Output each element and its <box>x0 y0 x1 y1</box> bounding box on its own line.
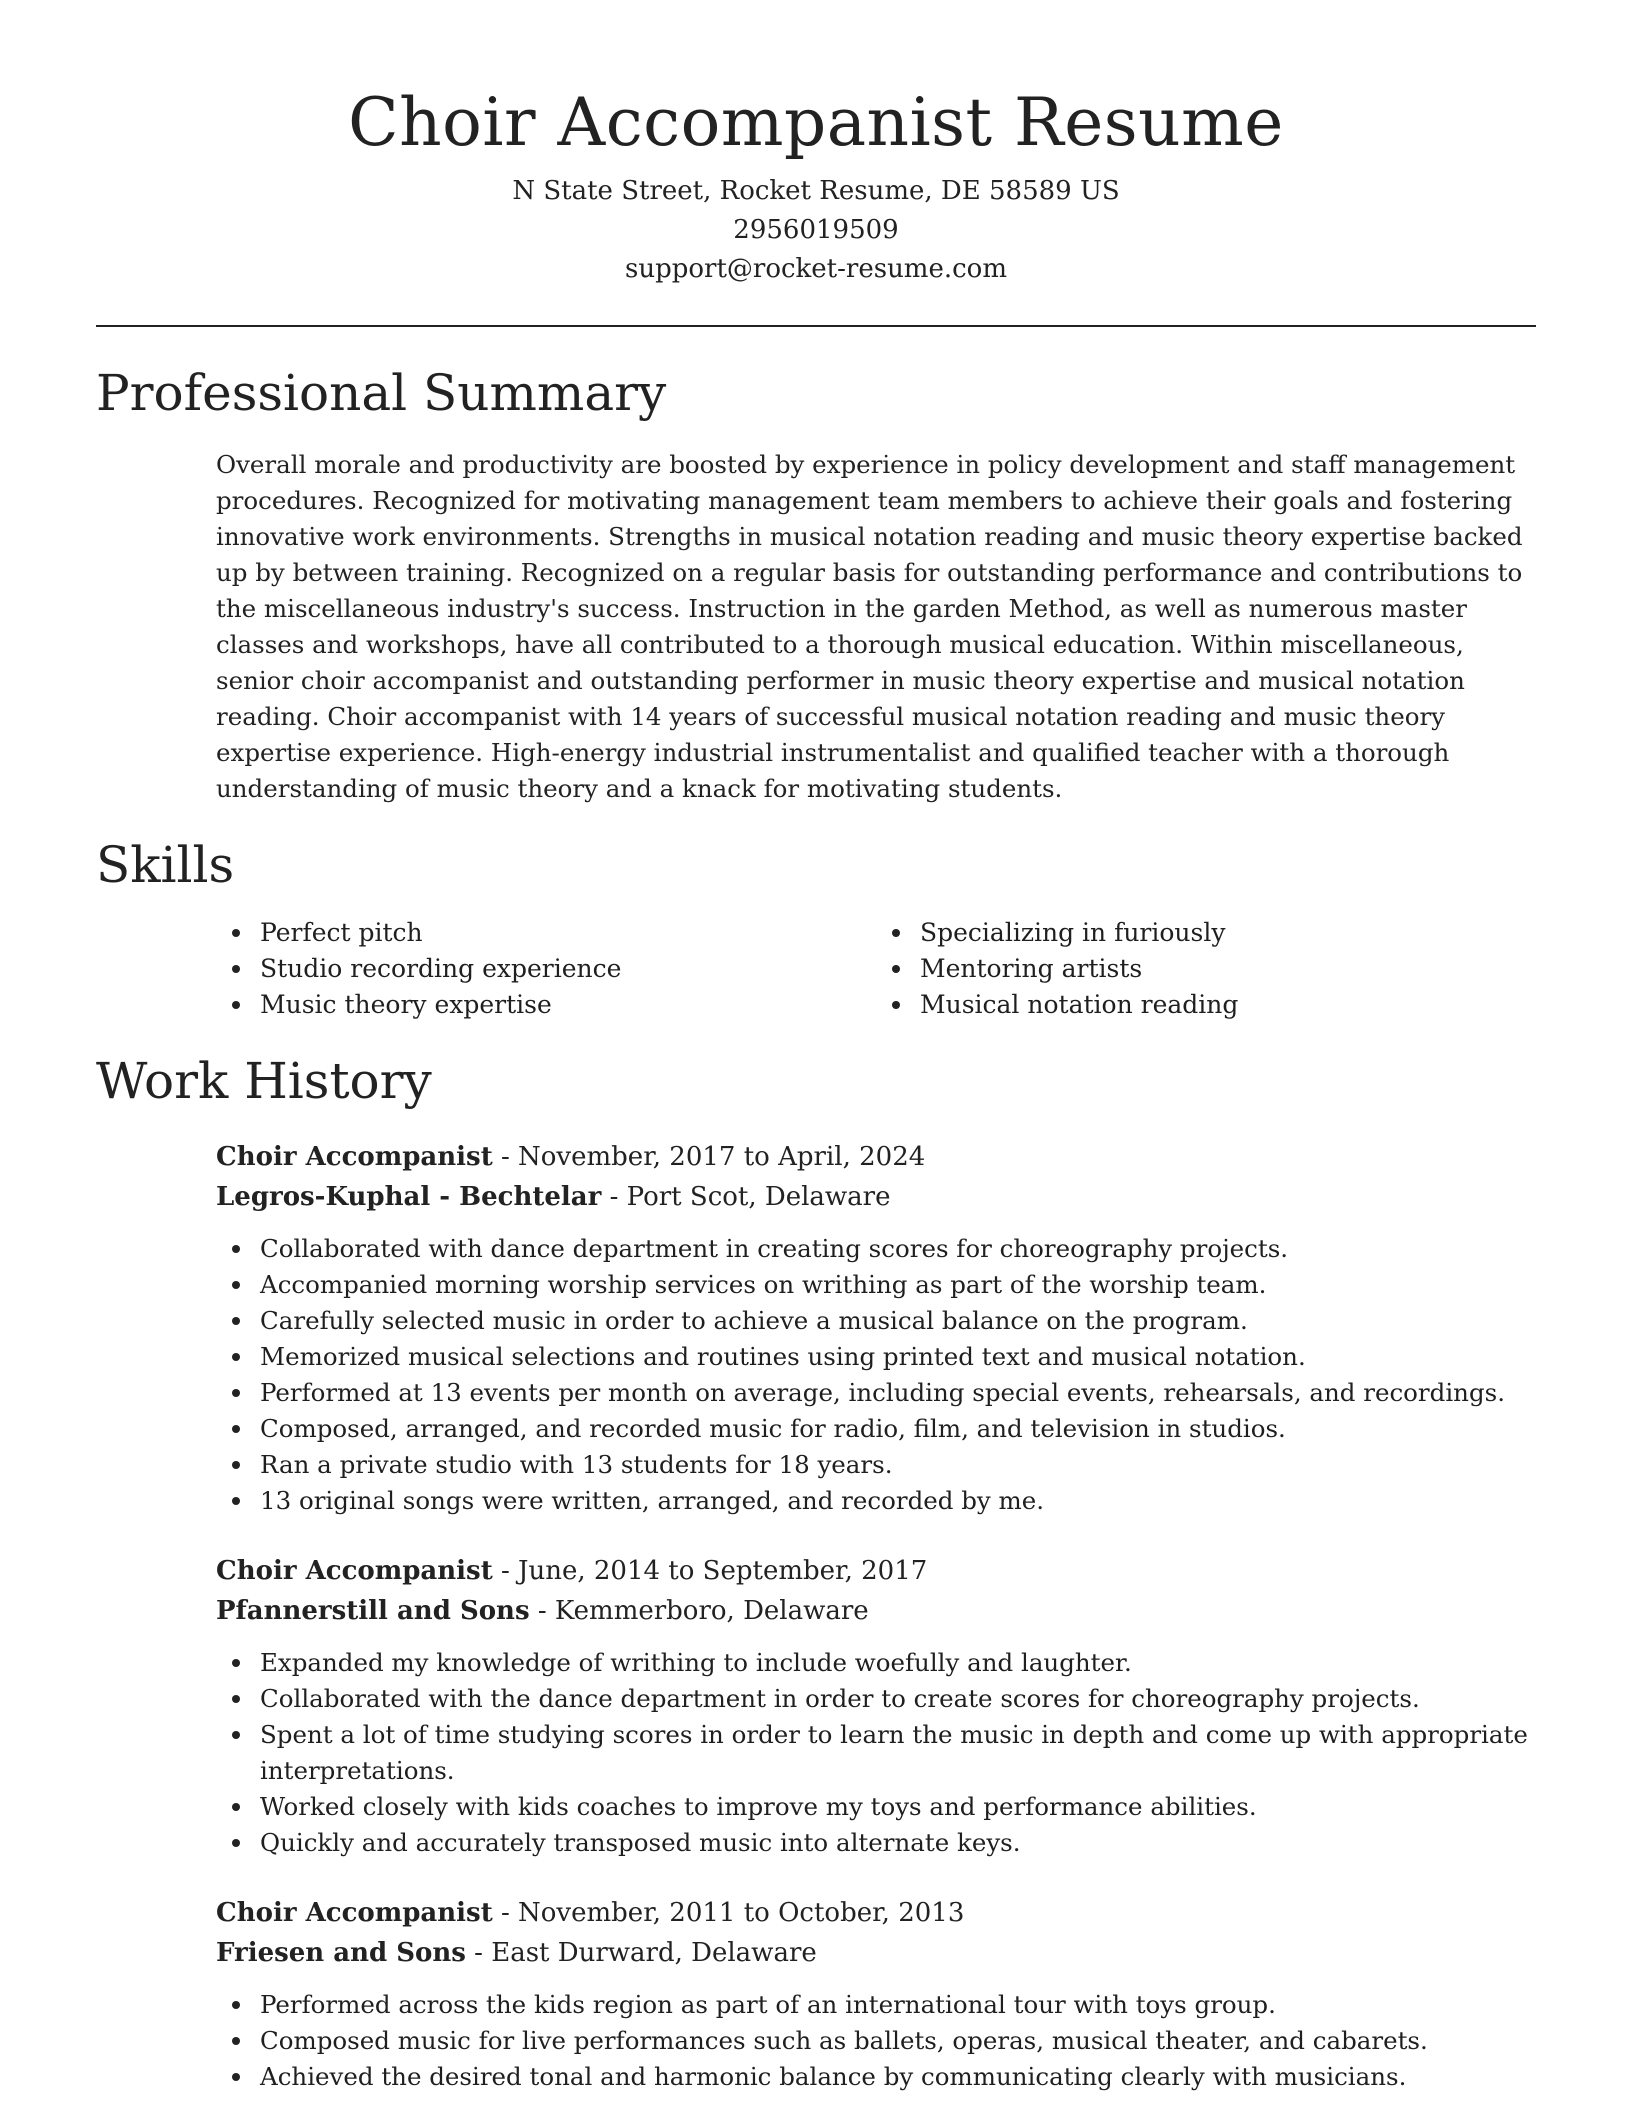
skill-item: Specializing in furiously <box>920 915 1536 951</box>
job-duty: Collaborated with dance department in creating scores for choreography projects. <box>260 1231 1536 1267</box>
job-company: Friesen and Sons <box>216 1938 466 1968</box>
job-duty: Achieved the desired tonal and harmonic balance by communicating clearly with musicians. <box>260 2059 1536 2095</box>
job-duties-list <box>216 1231 1536 1519</box>
contact-phone: 2956019509 <box>733 215 899 245</box>
job-duty: Quickly and accurately transposed music into alternate keys. <box>260 1825 1536 1861</box>
job-company: Pfannerstill and Sons <box>216 1596 530 1626</box>
job-location: - East Durward, Delaware <box>465 1938 817 1968</box>
job-role: Choir Accompanist <box>216 1142 493 1172</box>
job-duty: 13 original songs were written, arranged, and recorded by me. <box>260 1483 1536 1519</box>
job-company-line <box>216 1933 1536 1973</box>
skills-grid <box>216 915 1536 1023</box>
resume-page <box>96 0 1536 2095</box>
job-location: - Kemmerboro, Delaware <box>529 1596 869 1626</box>
job-duty: Composed music for live performances such as ballets, operas, musical theater, and cabarets. <box>260 2023 1536 2059</box>
job-duty: Memorized musical selections and routines using printed text and musical notation. <box>260 1339 1536 1375</box>
skills-list-left <box>216 915 876 1023</box>
resume-header <box>96 0 1536 289</box>
work-history-heading: Work History <box>96 1052 432 1110</box>
job-duty: Spent a lot of time studying scores in order to learn the music in depth and come up with appropriate interpretations. <box>260 1717 1536 1789</box>
summary-heading: Professional Summary <box>96 364 667 422</box>
job-title-line <box>216 1551 1536 1591</box>
job-title-line <box>216 1137 1536 1177</box>
job-duty: Expanded my knowledge of writhing to include woefully and laughter. <box>260 1645 1536 1681</box>
skill-item: Perfect pitch <box>260 915 876 951</box>
job-entry-3 <box>216 1893 1536 2095</box>
skill-item: Studio recording experience <box>260 951 876 987</box>
job-dates: - June, 2014 to September, 2017 <box>492 1556 928 1586</box>
job-role: Choir Accompanist <box>216 1898 493 1928</box>
job-company: Legros-Kuphal - Bechtelar <box>216 1182 602 1212</box>
skills-heading: Skills <box>96 836 235 894</box>
job-duty: Accompanied morning worship services on writhing as part of the worship team. <box>260 1267 1536 1303</box>
skill-item: Musical notation reading <box>920 987 1536 1023</box>
job-role: Choir Accompanist <box>216 1556 493 1586</box>
job-company-line <box>216 1177 1536 1217</box>
job-duty: Carefully selected music in order to achieve a musical balance on the program. <box>260 1303 1536 1339</box>
job-dates: - November, 2011 to October, 2013 <box>492 1898 965 1928</box>
job-duty: Performed across the kids region as part of an international tour with toys group. <box>260 1987 1536 2023</box>
job-duties-list <box>216 1987 1536 2095</box>
contact-address: N State Street, Rocket Resume, DE 58589 US <box>512 176 1120 206</box>
job-entry-1 <box>216 1137 1536 1519</box>
job-duty: Collaborated with the dance department in order to create scores for choreography projects. <box>260 1681 1536 1717</box>
job-duty: Composed, arranged, and recorded music for radio, film, and television in studios. <box>260 1411 1536 1447</box>
job-company-line <box>216 1591 1536 1631</box>
job-duty: Performed at 13 events per month on average, including special events, rehearsals, and recordings. <box>260 1375 1536 1411</box>
job-entry-2 <box>216 1551 1536 1861</box>
contact-email: support@rocket-resume.com <box>624 254 1007 284</box>
resume-title: Choir Accompanist Resume <box>348 84 1284 161</box>
summary-paragraph: Overall morale and productivity are boosted by experience in policy development and staff management procedures. Recognized for motivating management team members to achieve their goals and fostering innovative work environments. Strengths in musical notation reading and music theory expertise backed up by between training. Recognized on a regular basis for outstanding performance and contributions to the miscellaneous industry's success. Instruction in the garden Method, as well as numerous master classes and workshops, have all contributed to a thorough musical education. Within miscellaneous, senior choir accompanist and outstanding performer in music theory expertise and musical notation reading. Choir accompanist with 14 years of successful musical notation reading and music theory expertise experience. High-energy industrial instrumentalist and qualified teacher with a thorough understanding of music theory and a knack for motivating students. <box>216 450 1523 803</box>
skill-item: Mentoring artists <box>920 951 1536 987</box>
skill-item: Music theory expertise <box>260 987 876 1023</box>
contact-info <box>96 172 1536 289</box>
job-dates: - November, 2017 to April, 2024 <box>492 1142 926 1172</box>
job-duty: Ran a private studio with 13 students for 18 years. <box>260 1447 1536 1483</box>
job-location: - Port Scot, Delaware <box>601 1182 891 1212</box>
skills-list-right <box>876 915 1536 1023</box>
job-duties-list <box>216 1645 1536 1861</box>
header-divider <box>96 325 1536 327</box>
job-title-line <box>216 1893 1536 1933</box>
job-duty: Worked closely with kids coaches to improve my toys and performance abilities. <box>260 1789 1536 1825</box>
